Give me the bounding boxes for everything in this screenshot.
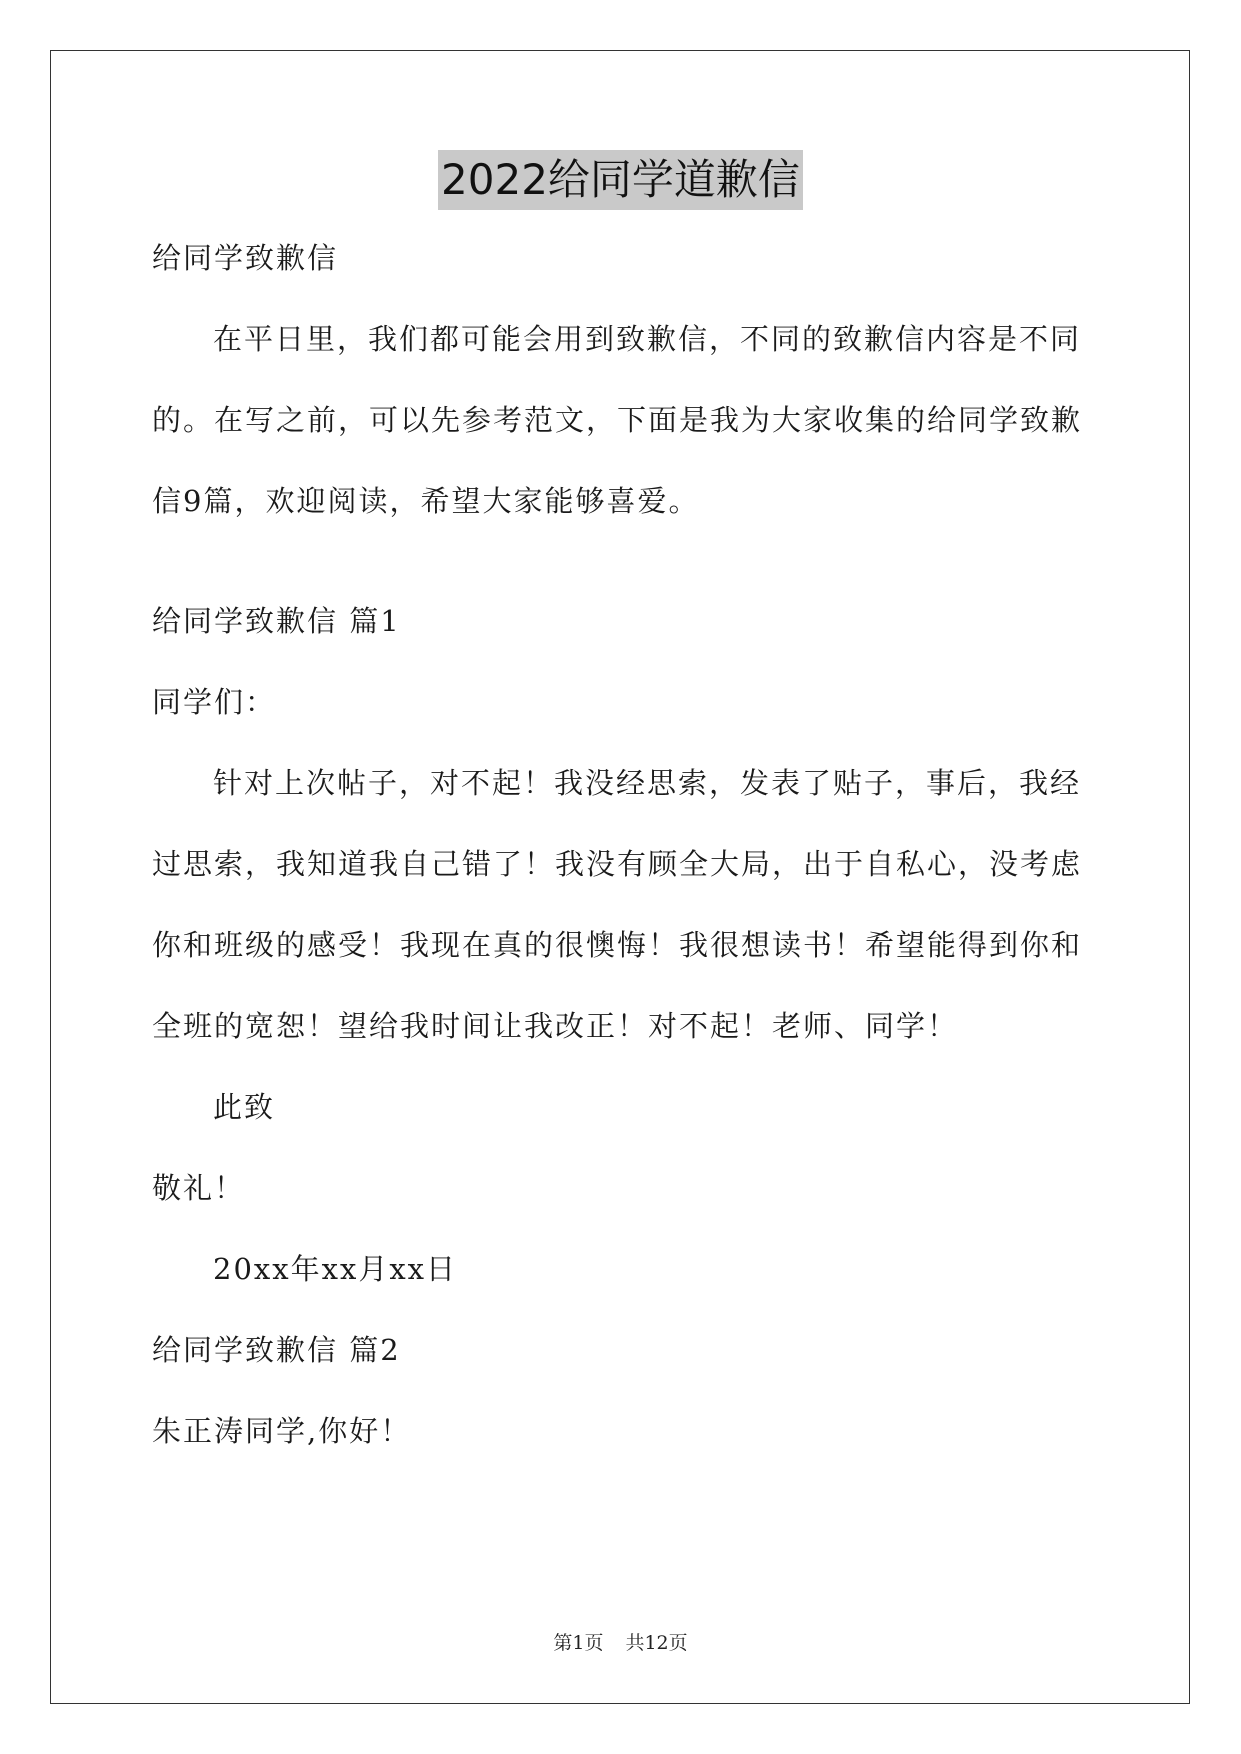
section-heading-1: 给同学致歉信 篇1 [152, 604, 401, 638]
document-body [152, 238, 1092, 1492]
letter-paragraph-line: 全班的宽恕！望给我时间让我改正！对不起！老师、同学！ [152, 1009, 959, 1043]
letter-paragraph-line: 你和班级的感受！我现在真的很懊悔！我很想读书！希望能得到你和 [152, 928, 1083, 962]
intro-paragraph-line: 信9篇，欢迎阅读，希望大家能够喜爱。 [152, 484, 700, 518]
intro-heading: 给同学致歉信 [152, 241, 339, 275]
closing-regards: 敬礼！ [152, 1171, 246, 1205]
document-title: 2022给同学道歉信 [438, 150, 803, 210]
closing-phrase: 此致 [213, 1090, 276, 1124]
page-footer [0, 1628, 1241, 1655]
section-heading-2: 给同学致歉信 篇2 [152, 1333, 401, 1367]
salutation-2: 朱正涛同学,你好！ [152, 1414, 412, 1448]
page-total: 共12页 [625, 1632, 688, 1654]
intro-paragraph-line: 的。在写之前，可以先参考范文，下面是我为大家收集的给同学致歉 [152, 403, 1083, 437]
letter-date: 20xx年xx月xx日 [213, 1252, 458, 1286]
page-number: 第1页 [553, 1632, 604, 1654]
intro-paragraph-line: 在平日里，我们都可能会用到致歉信，不同的致歉信内容是不同 [213, 322, 1082, 356]
salutation: 同学们： [152, 685, 277, 719]
letter-paragraph-line: 过思索，我知道我自己错了！我没有顾全大局，出于自私心，没考虑 [152, 847, 1083, 881]
title-container [0, 150, 1241, 210]
letter-paragraph-line: 针对上次帖子，对不起！我没经思索，发表了贴子，事后，我经 [213, 766, 1082, 800]
